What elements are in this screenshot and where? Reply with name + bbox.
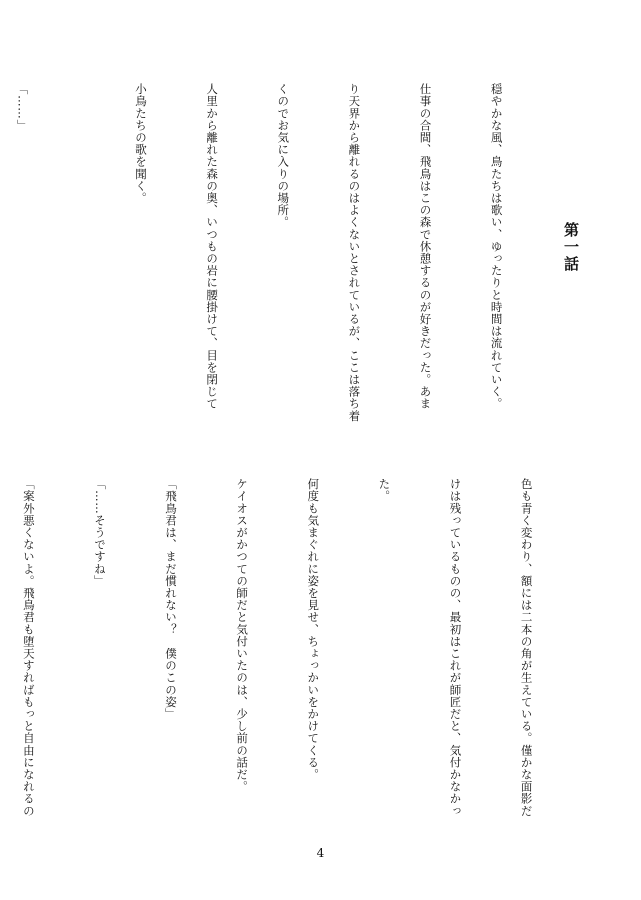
text-line: けは残っているものの、最初はこれが師匠だと、気付かなかっ (448, 478, 463, 817)
text-line: 穏やかな風、鳥たちは歌い、ゆったりと時間は流れていく。 (489, 83, 504, 410)
text-line: 仕事の合間、飛鳥はこの森で休憩するのが好きだった。あま (418, 83, 433, 410)
text-line: 「……」 (15, 83, 30, 132)
text-line: 「案外悪くないよ。飛鳥君も堕天すればもっと自由になれるの (21, 478, 36, 817)
text-line: 「……そうですね」 (92, 478, 107, 587)
text-line: 色も青く変わり、額には二本の角が生えている。僅かな面影だ (519, 478, 534, 817)
page-number: 4 (316, 846, 325, 860)
chapter-title: 第一話 (562, 222, 580, 273)
text-line: 「飛鳥君は、まだ慣れない？ 僕のこの姿」 (164, 478, 179, 720)
text-line: た。 (377, 478, 392, 503)
text-line: ケイオスがかつての師だと気付いたのは、少し前の話だ。 (235, 478, 250, 793)
text-line: 何度も気まぐれに姿を見せ、ちょっかいをかけてくる。 (306, 478, 321, 781)
text-line: くのでお気に入りの場所。 (276, 83, 291, 229)
text-line: 小鳥たちの歌を聞く。 (134, 83, 149, 204)
text-line: 人里から離れた森の奥、いつもの岩に腰掛けて、目を閉じて (205, 83, 220, 410)
text-block-top (15, 83, 555, 435)
text-line: り天界から離れるのはよくないとされているが、ここは落ち着 (347, 83, 362, 422)
text-block-bottom (21, 478, 585, 830)
